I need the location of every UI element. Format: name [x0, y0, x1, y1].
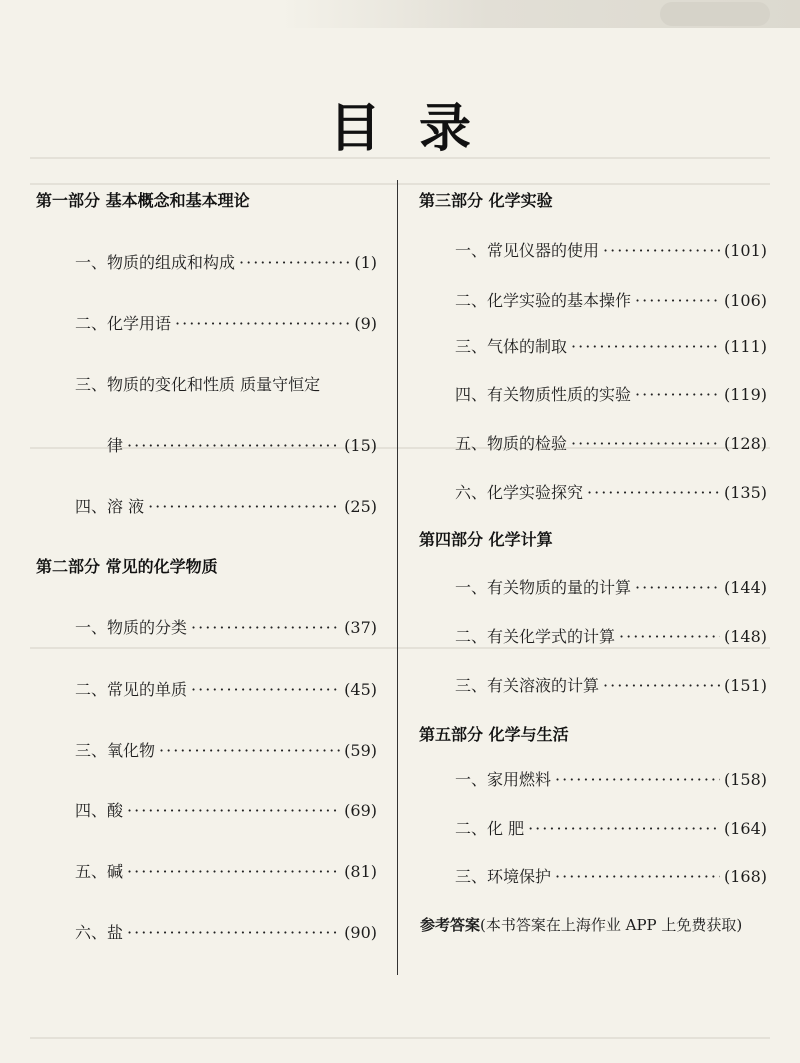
toc-entry[interactable]: [455, 334, 767, 357]
toc-entry[interactable]: [455, 816, 767, 839]
column-divider: [397, 180, 398, 975]
leader-dots: [148, 497, 340, 516]
leader-dots: [127, 801, 340, 820]
toc-entry-label: 二、有关化学式的计算: [455, 627, 616, 646]
toc-entry-page: (168): [723, 867, 767, 886]
toc-entry-label: 三、有关溶液的计算: [455, 676, 600, 695]
leader-dots: [603, 676, 720, 695]
toc-entry-label: 四、溶 液: [75, 497, 145, 516]
toc-entry[interactable]: [75, 250, 377, 273]
bleed-through-header: [0, 0, 800, 30]
toc-entry[interactable]: [455, 238, 767, 261]
leader-dots: [635, 291, 720, 310]
toc-entry-page: (164): [723, 819, 767, 838]
toc-entry-label: 二、常见的单质: [75, 680, 188, 699]
leader-dots: [159, 741, 340, 760]
toc-entry[interactable]: [75, 798, 377, 821]
toc-entry-label: 六、盐: [75, 923, 124, 942]
leader-dots: [191, 618, 340, 637]
part-heading: 第五部分 化学与生活: [419, 725, 569, 744]
part-heading: 第四部分 化学计算: [419, 530, 553, 549]
toc-entry-label: 二、化学实验的基本操作: [455, 291, 632, 310]
toc-entry-label: 三、物质的变化和性质 质量守恒定: [75, 375, 321, 394]
leader-dots: [239, 253, 350, 272]
toc-entry-label: 一、物质的组成和构成: [75, 253, 236, 272]
toc-entry-page: (15): [344, 436, 377, 455]
leader-dots: [587, 483, 720, 502]
toc-entry-label: 三、氧化物: [75, 741, 156, 760]
toc-entry-page: (69): [344, 801, 377, 820]
toc-entry-label: 律: [107, 436, 124, 455]
toc-entry-label: 二、化学用语: [75, 314, 172, 333]
toc-entry-label: 六、化学实验探究: [455, 483, 584, 502]
toc-entry-page: (37): [344, 618, 377, 637]
leader-dots: [619, 627, 720, 646]
leader-dots: [127, 436, 340, 455]
leader-dots: [191, 680, 340, 699]
toc-entry-page: (106): [723, 291, 767, 310]
toc-entry[interactable]: [455, 288, 767, 311]
leader-dots: [635, 578, 720, 597]
toc-entry[interactable]: [455, 624, 767, 647]
toc-entry-page: (128): [723, 434, 767, 453]
toc-entry[interactable]: [75, 859, 377, 882]
toc-entry-label: 一、常见仪器的使用: [455, 241, 600, 260]
toc-entry[interactable]: [75, 738, 377, 761]
toc-entry[interactable]: [75, 920, 377, 943]
toc-entry-page: (144): [723, 578, 767, 597]
toc-entry[interactable]: [455, 480, 767, 503]
leader-dots: [528, 819, 720, 838]
leader-dots: [127, 923, 340, 942]
leader-dots: [571, 434, 720, 453]
toc-entry-page: (151): [723, 676, 767, 695]
toc-entry-label: 三、气体的制取: [455, 337, 568, 356]
toc-entry-page: (81): [344, 862, 377, 881]
toc-entry[interactable]: [107, 433, 377, 456]
toc-entry-page: (25): [344, 497, 377, 516]
leader-dots: [127, 862, 340, 881]
toc-entry-page: (158): [723, 770, 767, 789]
leader-dots: [555, 867, 720, 886]
toc-entry-page: (111): [723, 337, 767, 356]
answer-key-label: 参考答案: [420, 916, 481, 934]
leader-dots: [603, 241, 720, 260]
toc-entry[interactable]: [75, 677, 377, 700]
toc-entry-page: (1): [354, 253, 377, 272]
toc-entry-label: 三、环境保护: [455, 867, 552, 886]
toc-entry[interactable]: [455, 431, 767, 454]
toc-entry[interactable]: [455, 767, 767, 790]
toc-entry-label: 四、酸: [75, 801, 124, 820]
toc-entry-page: (148): [723, 627, 767, 646]
page-title: 目录: [328, 98, 509, 159]
leader-dots: [635, 385, 720, 404]
toc-entry-page: (9): [354, 314, 377, 333]
part-heading: 第一部分 基本概念和基本理论: [36, 191, 250, 210]
leader-dots: [175, 314, 350, 333]
toc-entry-label: 四、有关物质性质的实验: [455, 385, 632, 404]
leader-dots: [555, 770, 720, 789]
toc-entry-page: (135): [723, 483, 767, 502]
leader-dots: [571, 337, 720, 356]
toc-entry-page: (90): [344, 923, 377, 942]
toc-entry-label: 五、碱: [75, 862, 124, 881]
toc-entry[interactable]: [455, 382, 767, 405]
answer-key-detail: (本书答案在上海作业 APP 上免费获取): [480, 916, 743, 934]
toc-entry-label: 一、家用燃料: [455, 770, 552, 789]
toc-entry[interactable]: [455, 673, 767, 696]
toc-entry-page: (119): [723, 385, 767, 404]
toc-entry-label: 五、物质的检验: [455, 434, 568, 453]
toc-entry-label: 一、有关物质的量的计算: [455, 578, 632, 597]
toc-entry[interactable]: [75, 311, 377, 334]
toc-entry[interactable]: [75, 372, 320, 395]
toc-entry-label: 一、物质的分类: [75, 618, 188, 637]
toc-entry-label: 二、化 肥: [455, 819, 525, 838]
part-heading: 第三部分 化学实验: [419, 191, 553, 210]
answer-key-note[interactable]: [420, 914, 742, 935]
toc-entry[interactable]: [75, 494, 377, 517]
toc-entry[interactable]: [455, 575, 767, 598]
toc-entry-page: (59): [344, 741, 377, 760]
toc-entry[interactable]: [75, 615, 377, 638]
toc-entry[interactable]: [455, 864, 767, 887]
toc-entry-page: (101): [723, 241, 767, 260]
part-heading: 第二部分 常见的化学物质: [36, 557, 218, 576]
toc-entry-page: (45): [344, 680, 377, 699]
